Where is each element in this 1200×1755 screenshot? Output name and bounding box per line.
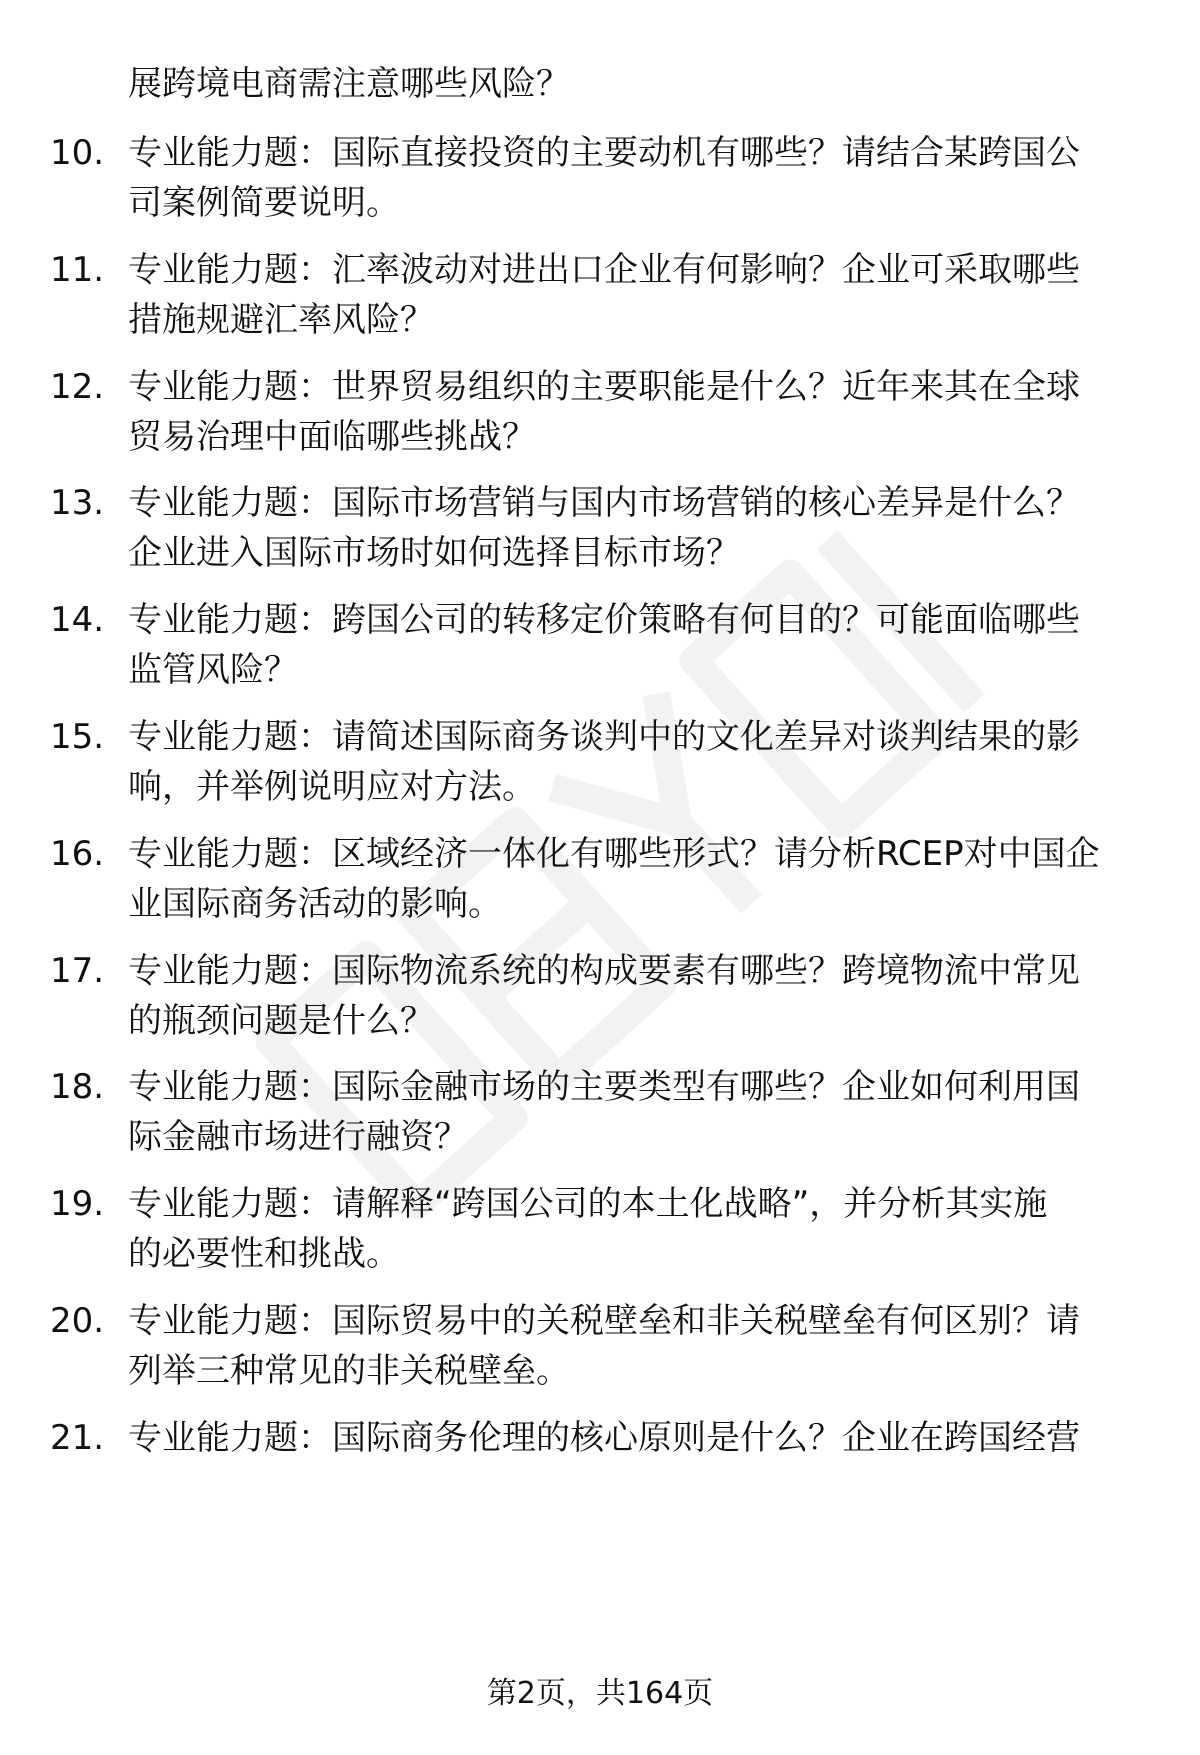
question-number: 10. bbox=[50, 133, 105, 173]
question-item bbox=[0, 244, 1200, 354]
question-text-line: 的必要性和挑战。 bbox=[128, 1234, 400, 1274]
question-text-line: 专业能力题：国际贸易中的关税壁垒和非关税壁垒有何区别？请 bbox=[128, 1301, 1080, 1341]
question-text-line: 专业能力题：国际物流系统的构成要素有哪些？跨境物流中常见 bbox=[128, 951, 1080, 991]
question-text-line: 司案例简要说明。 bbox=[128, 183, 400, 223]
question-text-line: 企业进入国际市场时如何选择目标市场？ bbox=[128, 533, 740, 573]
continued-question-text: 展跨境电商需注意哪些风险？ bbox=[128, 64, 570, 104]
question-number: 20. bbox=[50, 1301, 105, 1341]
question-item bbox=[0, 1412, 1200, 1522]
question-text-line: 际金融市场进行融资？ bbox=[128, 1117, 468, 1157]
question-number: 15. bbox=[50, 717, 105, 757]
question-number: 14. bbox=[50, 600, 105, 640]
question-item bbox=[0, 1295, 1200, 1405]
question-text-line: 业国际商务活动的影响。 bbox=[128, 884, 502, 924]
page-footer: 第2页，共164页 bbox=[486, 1676, 714, 1711]
question-number: 16. bbox=[50, 834, 105, 874]
question-item bbox=[0, 594, 1200, 704]
question-number: 18. bbox=[50, 1067, 105, 1107]
question-item bbox=[0, 828, 1200, 938]
question-text-line: 专业能力题：区域经济一体化有哪些形式？请分析RCEP对中国企 bbox=[128, 834, 1100, 874]
question-text-line: 的瓶颈问题是什么？ bbox=[128, 1001, 434, 1041]
question-item bbox=[0, 477, 1200, 587]
question-text-line: 贸易治理中面临哪些挑战？ bbox=[128, 417, 536, 457]
question-text-line: 措施规避汇率风险？ bbox=[128, 300, 434, 340]
question-number: 19. bbox=[50, 1184, 105, 1224]
question-text-line: 专业能力题：国际直接投资的主要动机有哪些？请结合某跨国公 bbox=[128, 133, 1080, 173]
question-number: 21. bbox=[50, 1418, 105, 1458]
question-item bbox=[0, 711, 1200, 821]
question-text-line: 专业能力题：请简述国际商务谈判中的文化差异对谈判结果的影 bbox=[128, 717, 1080, 757]
question-text-line: 专业能力题：国际市场营销与国内市场营销的核心差异是什么？ bbox=[128, 483, 1080, 523]
question-text-line: 专业能力题：跨国公司的转移定价策略有何目的？可能面临哪些 bbox=[128, 600, 1080, 640]
question-number: 11. bbox=[50, 250, 105, 290]
question-item bbox=[0, 361, 1200, 471]
question-text-line: 监管风险？ bbox=[128, 650, 298, 690]
question-text-line: 专业能力题：国际金融市场的主要类型有哪些？企业如何利用国 bbox=[128, 1067, 1080, 1107]
question-text-line: 专业能力题：汇率波动对进出口企业有何影响？企业可采取哪些 bbox=[128, 250, 1080, 290]
question-text-line: 专业能力题：国际商务伦理的核心原则是什么？企业在跨国经营 bbox=[128, 1418, 1080, 1458]
question-item bbox=[0, 1061, 1200, 1171]
question-number: 12. bbox=[50, 367, 105, 407]
question-text-line: 专业能力题：世界贸易组织的主要职能是什么？近年来其在全球 bbox=[128, 367, 1080, 407]
question-item bbox=[0, 945, 1200, 1055]
question-text-line: 响，并举例说明应对方法。 bbox=[128, 767, 536, 807]
question-item bbox=[0, 1178, 1200, 1288]
question-text-line: 专业能力题：请解释“跨国公司的本土化战略”，并分析其实施 bbox=[128, 1184, 1048, 1224]
question-text-line: 列举三种常见的非关税壁垒。 bbox=[128, 1351, 570, 1391]
question-item bbox=[0, 127, 1200, 237]
question-number: 17. bbox=[50, 951, 105, 991]
question-number: 13. bbox=[50, 483, 105, 523]
